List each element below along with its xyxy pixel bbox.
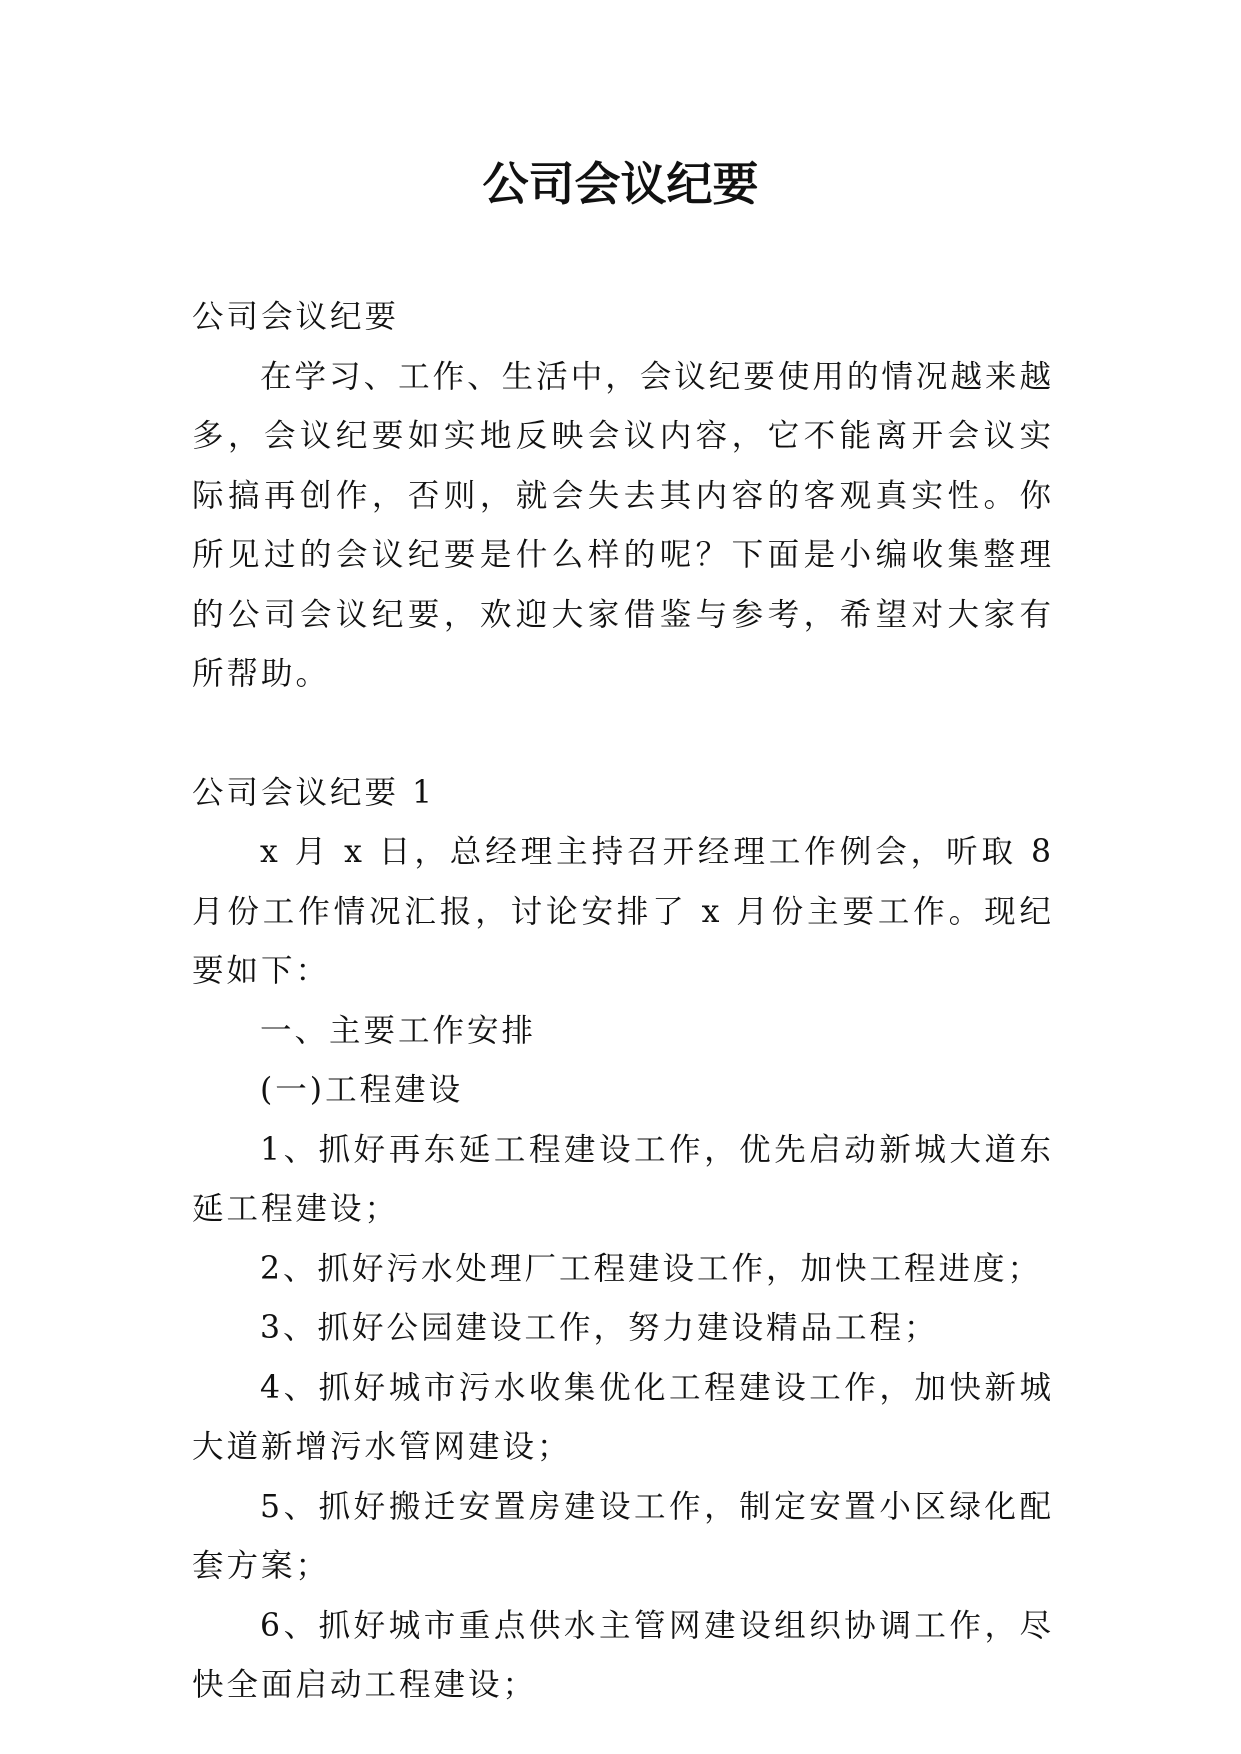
list-item: 4、抓好城市污水收集优化工程建设工作，加快新城大道新增污水管网建设；: [192, 1369, 1054, 1465]
section-heading: 公司会议纪要 1: [192, 774, 436, 811]
list-item: 3、抓好公园建设工作，努力建设精品工程；: [260, 1310, 939, 1346]
list-item: 1、抓好再东延工程建设工作，优先启动新城大道东延工程建设；: [192, 1131, 1054, 1227]
opening-paragraph: x 月 x 日，总经理主持召开经理工作例会，听取 8 月份工作情况汇报，讨论安排了 x 月份主要工作。现纪要如下：: [192, 834, 1054, 989]
list-item: 2、抓好污水处理厂工程建设工作，加快工程进度；: [260, 1250, 1043, 1287]
paragraph-spacer: [192, 705, 1054, 764]
document-subtitle: 公司会议纪要: [192, 299, 400, 335]
heading-main-work: 一、主要工作安排: [260, 1012, 537, 1049]
document-title: 公司会议纪要: [482, 157, 759, 211]
list-item: 6、抓好城市重点供水主管网建设组织协调工作，尽快全面启动工程建设；: [192, 1607, 1054, 1703]
document-body: [192, 288, 1054, 1716]
intro-paragraph: 在学习、工作、生活中，会议纪要使用的情况越来越多，会议纪要如实地反映会议内容，它不能离开会议实际搞再创作，否则，就会失去其内容的客观真实性。你所见过的会议纪要是什么样的呢？下面是小编收集整理的公司会议纪要，欢迎大家借鉴与参考，希望对大家有所帮助。: [192, 358, 1054, 692]
heading-engineering: (一)工程建设: [260, 1072, 464, 1108]
list-item: 5、抓好搬迁安置房建设工作，制定安置小区绿化配套方案；: [192, 1488, 1054, 1584]
